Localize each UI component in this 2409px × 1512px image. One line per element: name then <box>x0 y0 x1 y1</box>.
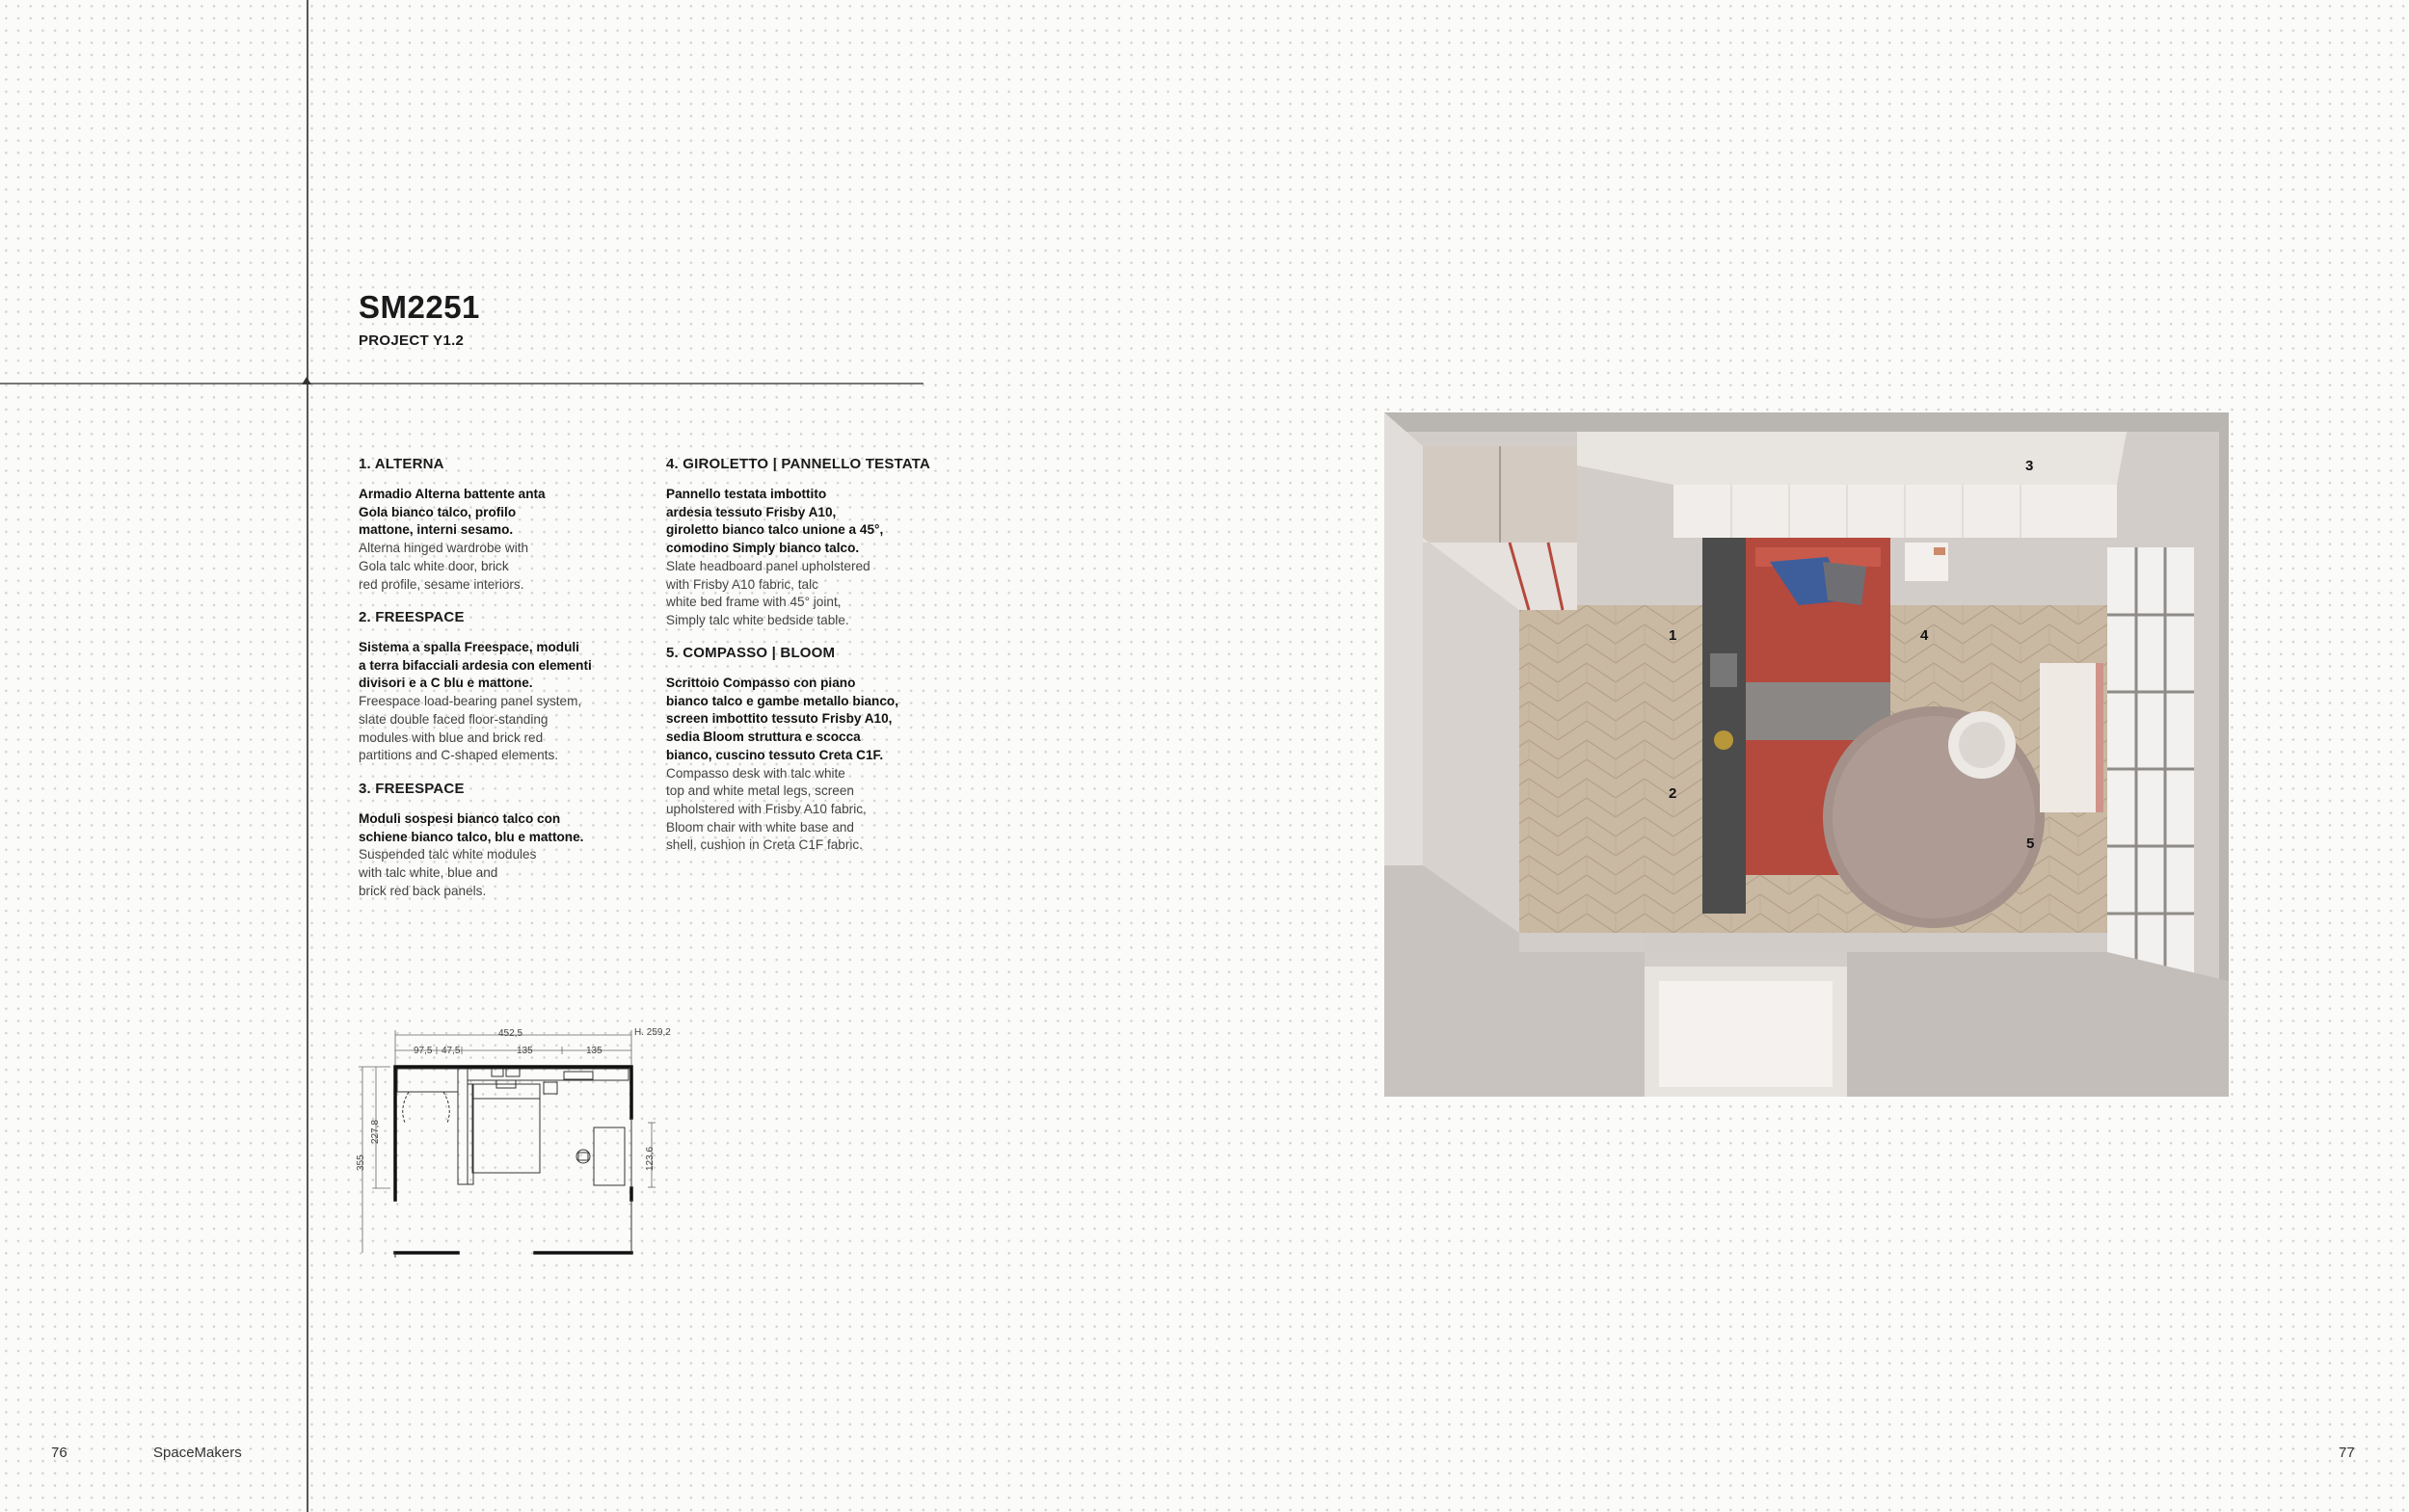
dim-segment-3: 135 <box>517 1046 533 1056</box>
section-freespace-1 <box>359 609 638 765</box>
text-line: Armadio Alterna battente anta <box>359 487 546 501</box>
text-line: divisori e a C blu e mattone. <box>359 676 533 691</box>
horizontal-rule <box>0 383 923 385</box>
text-line: upholstered with Frisby A10 fabric, <box>666 801 867 816</box>
window <box>2107 547 2194 981</box>
text-line: Gola bianco talco, profilo <box>359 504 517 519</box>
floor-plan-drawing <box>347 1017 694 1258</box>
photo-label-5: 5 <box>2026 836 2035 852</box>
section-title: 4. GIROLETTO | PANNELLO TESTATA <box>666 456 931 472</box>
rule-marker <box>302 377 311 385</box>
photo-label-2: 2 <box>1669 785 1677 802</box>
text-line: Scrittoio Compasso con piano <box>666 676 856 690</box>
text-line: brick red back panels. <box>359 883 487 898</box>
section-alterna <box>359 456 638 594</box>
section-title: 3. FREESPACE <box>359 781 465 797</box>
text-line: Pannello testata imbottito <box>666 487 827 501</box>
text-line: Freespace load-bearing panel system, <box>359 694 582 709</box>
text-line: Sistema a spalla Freespace, moduli <box>359 640 579 654</box>
project-label: PROJECT Y1.2 <box>359 332 465 349</box>
text-line: red profile, sesame interiors. <box>359 576 524 592</box>
text-line: slate double faced floor-standing <box>359 711 549 727</box>
section-giroletto <box>666 456 955 630</box>
text-line: Bloom chair with white base and <box>666 819 854 835</box>
page-number-right: 77 <box>2339 1445 2355 1461</box>
dim-depth-left: 227,8 <box>370 1119 381 1144</box>
text-line: Moduli sospesi bianco talco con <box>359 811 561 826</box>
vertical-rule <box>307 0 308 1512</box>
text-line: schiene bianco talco, blu e mattone. <box>359 829 584 844</box>
text-line: comodino Simply bianco talco. <box>666 541 860 556</box>
room-photo <box>1384 412 2229 1097</box>
text-line: screen imbottito tessuto Frisby A10, <box>666 711 893 727</box>
text-line: with talc white, blue and <box>359 865 498 881</box>
photo-label-1: 1 <box>1669 627 1677 644</box>
dim-depth-total: 355 <box>356 1154 366 1171</box>
text-line: Simply talc white bedside table. <box>666 612 849 627</box>
dim-segment-4: 135 <box>586 1046 602 1056</box>
product-code: SM2251 <box>359 289 480 325</box>
photo-label-4: 4 <box>1920 627 1929 644</box>
text-line: top and white metal legs, screen <box>666 783 854 799</box>
text-line: white bed frame with 45° joint, <box>666 595 842 610</box>
section-title: 5. COMPASSO | BLOOM <box>666 645 836 661</box>
section-title: 1. ALTERNA <box>359 456 444 472</box>
text-line: shell, cushion in Creta C1F fabric. <box>666 837 863 853</box>
dim-segment-2: 47,5 <box>442 1046 461 1056</box>
section-title: 2. FREESPACE <box>359 609 465 625</box>
dim-height: H. 259,2 <box>634 1027 671 1038</box>
brand-name: SpaceMakers <box>153 1445 242 1461</box>
page-number-left: 76 <box>51 1445 67 1461</box>
text-line: Gola talc white door, brick <box>359 558 509 573</box>
text-line: sedia Bloom struttura e scocca <box>666 729 861 745</box>
text-line: Slate headboard panel upholstered <box>666 558 870 573</box>
text-line: modules with blue and brick red <box>359 729 544 745</box>
photo-label-3: 3 <box>2025 458 2034 474</box>
desk-compasso <box>2040 663 2098 812</box>
text-line: with Frisby A10 fabric, talc <box>666 576 818 592</box>
text-line: ardesia tessuto Frisby A10, <box>666 504 837 519</box>
text-line: mattone, interni sesamo. <box>359 522 514 538</box>
dim-segment-1: 97,5 <box>414 1046 433 1056</box>
text-line: a terra bifacciali ardesia con elementi <box>359 657 592 673</box>
section-freespace-2 <box>359 781 638 901</box>
text-line: bianco talco e gambe metallo bianco, <box>666 693 898 708</box>
dim-depth-right: 123,6 <box>645 1146 656 1171</box>
text-line: Compasso desk with talc white <box>666 765 845 781</box>
text-line: giroletto bianco talco unione a 45°, <box>666 522 884 538</box>
freespace-column <box>1702 538 1746 914</box>
section-compasso <box>666 645 955 855</box>
text-line: bianco, cuscino tessuto Creta C1F. <box>666 747 884 762</box>
dim-total-width: 452,5 <box>498 1028 523 1039</box>
text-line: Suspended talc white modules <box>359 847 537 862</box>
text-line: Alterna hinged wardrobe with <box>359 541 529 556</box>
text-line: partitions and C-shaped elements. <box>359 748 559 763</box>
